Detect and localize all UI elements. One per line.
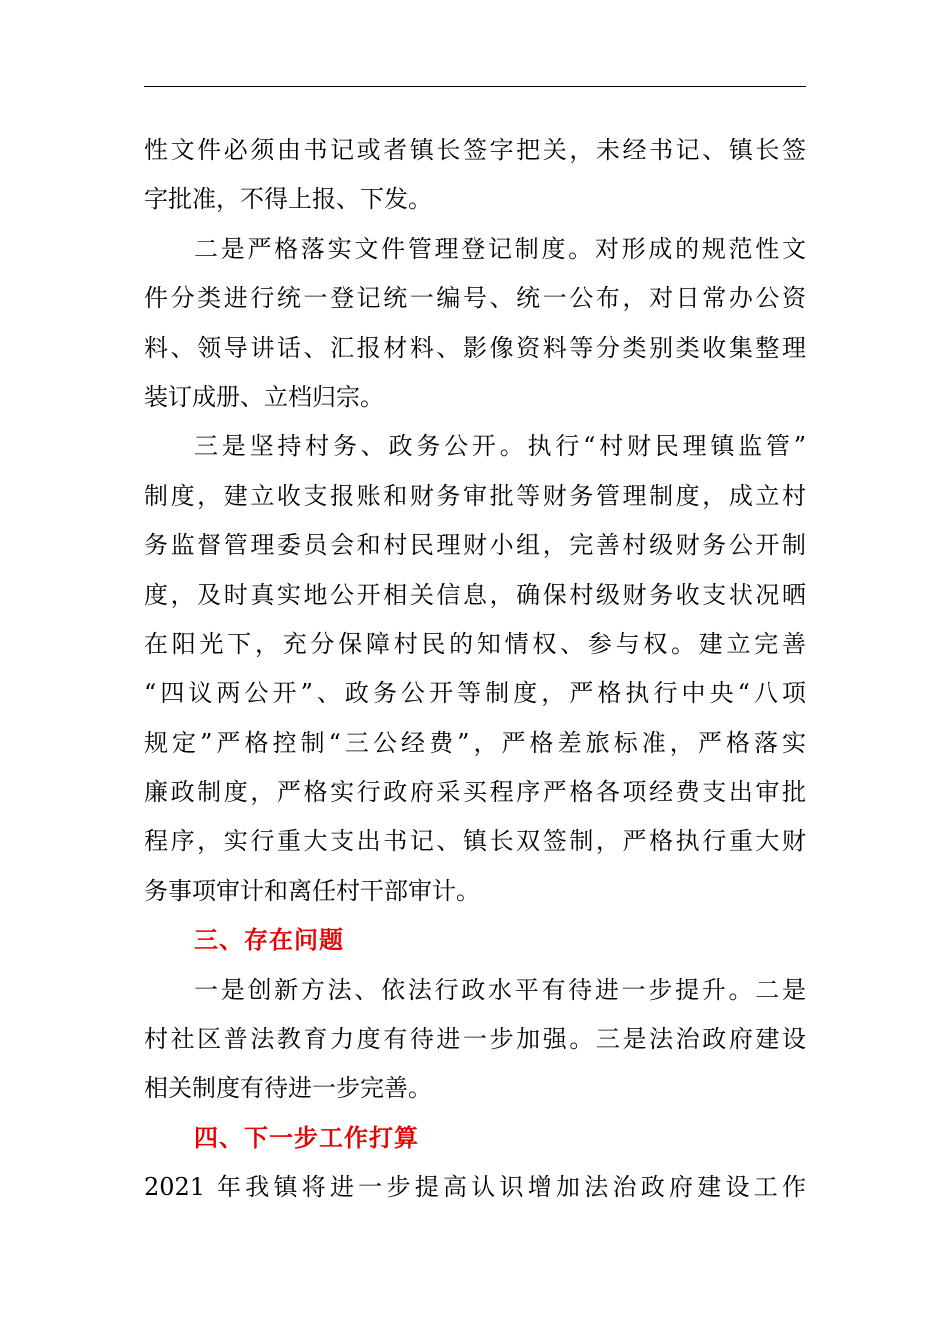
text-line: 制度，建立收支报账和财务审批等财务管理制度，成立村 bbox=[144, 481, 806, 510]
text-line: 相关制度有待进一步完善。 bbox=[144, 1074, 432, 1103]
text-line: 在阳光下，充分保障村民的知情权、参与权。建立完善 bbox=[144, 629, 806, 658]
text-line: 料、领导讲话、汇报材料、影像资料等分类别类收集整理 bbox=[144, 333, 806, 362]
text-line: 务事项审计和离任村干部审计。 bbox=[144, 876, 480, 905]
text-line: 廉政制度，严格实行政府采买程序严格各项经费支出审批 bbox=[144, 778, 806, 807]
text-line: 度，及时真实地公开相关信息，确保村级财务收支状况晒 bbox=[144, 580, 806, 609]
text-line: “四议两公开”、政务公开等制度，严格执行中央“八项 bbox=[144, 679, 806, 708]
text-line: 一是创新方法、依法行政水平有待进一步提升。二是 bbox=[194, 975, 806, 1004]
text-line: 件分类进行统一登记统一编号、统一公布，对日常办公资 bbox=[144, 284, 806, 313]
section-heading: 四、下一步工作打算 bbox=[194, 1123, 419, 1152]
text-line: 2021 年我镇将进一步提高认识增加法治政府建设工作 bbox=[144, 1173, 806, 1202]
text-line: 规定”严格控制“三公经费”，严格差旅标准，严格落实 bbox=[144, 728, 806, 757]
header-rule bbox=[144, 86, 806, 87]
section-heading: 三、存在问题 bbox=[194, 926, 344, 955]
text-line: 程序，实行重大支出书记、镇长双签制，严格执行重大财 bbox=[144, 827, 806, 856]
text-line: 装订成册、立档归宗。 bbox=[144, 382, 384, 411]
text-line: 村社区普法教育力度有待进一步加强。三是法治政府建设 bbox=[144, 1025, 806, 1054]
text-line: 字批准，不得上报、下发。 bbox=[144, 185, 432, 214]
text-line: 二是严格落实文件管理登记制度。对形成的规范性文 bbox=[194, 234, 806, 263]
text-line: 性文件必须由书记或者镇长签字把关，未经书记、镇长签 bbox=[144, 136, 806, 164]
text-line: 三是坚持村务、政务公开。执行“村财民理镇监管” bbox=[194, 432, 806, 461]
text-line: 务监督管理委员会和村民理财小组，完善村级财务公开制 bbox=[144, 531, 806, 560]
document-body bbox=[144, 126, 806, 1213]
